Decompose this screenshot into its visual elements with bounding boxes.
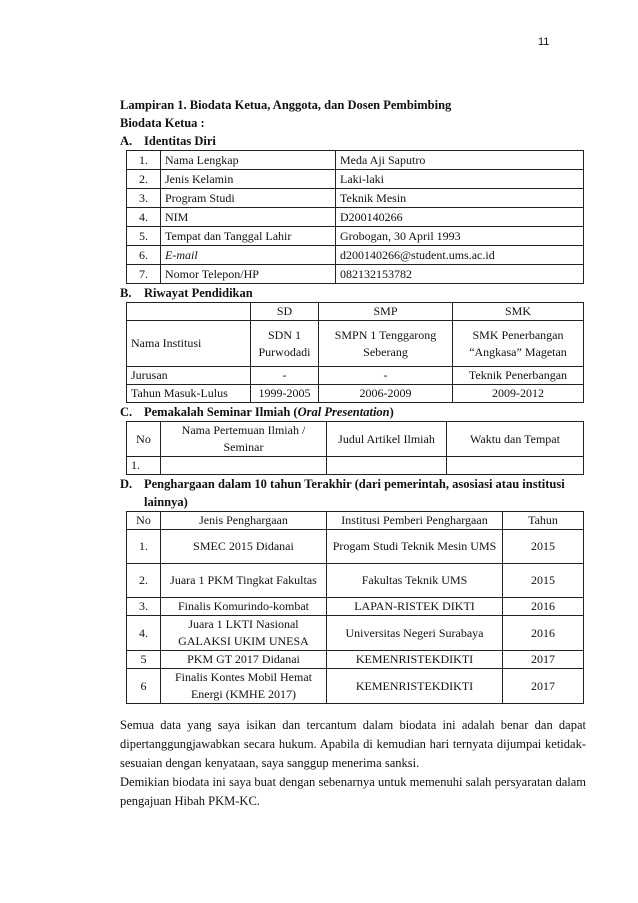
field-value: Laki-laki bbox=[336, 170, 584, 189]
award-no: 6 bbox=[127, 669, 161, 704]
table-row bbox=[127, 530, 584, 564]
award-year: 2015 bbox=[503, 564, 584, 598]
header-cell: SD bbox=[251, 303, 319, 321]
section-c-heading bbox=[120, 403, 586, 421]
table-row bbox=[127, 246, 584, 265]
section-label: D. bbox=[120, 477, 133, 491]
table-row bbox=[127, 170, 584, 189]
table-cell: 2006-2009 bbox=[319, 385, 453, 403]
table-row bbox=[127, 457, 584, 475]
table-cell: 1999-2005 bbox=[251, 385, 319, 403]
header-cell: No bbox=[127, 422, 161, 457]
section-title: Pemakalah Seminar Ilmiah (Oral Presentation) bbox=[144, 405, 394, 419]
table-row bbox=[127, 265, 584, 284]
field-value: Grobogan, 30 April 1993 bbox=[336, 227, 584, 246]
award-no: 2. bbox=[127, 564, 161, 598]
header-cell: Nama Pertemuan Ilmiah / Seminar bbox=[161, 422, 327, 457]
field-value: 082132153782 bbox=[336, 265, 584, 284]
award-no: 3. bbox=[127, 598, 161, 616]
document-title: Lampiran 1. Biodata Ketua, Anggota, dan Dosen Pembimbing bbox=[120, 98, 452, 112]
header-cell: SMP bbox=[319, 303, 453, 321]
row-label: Jurusan bbox=[127, 367, 251, 385]
field-label: Tempat dan Tanggal Lahir bbox=[161, 227, 336, 246]
header-cell-empty bbox=[127, 303, 251, 321]
award-inst: Universitas Negeri Surabaya bbox=[327, 616, 503, 651]
section-label: B. bbox=[120, 286, 132, 300]
header-cell: SMK bbox=[453, 303, 584, 321]
table-row bbox=[127, 151, 584, 170]
field-label: E-mail bbox=[161, 246, 336, 265]
table-row bbox=[127, 598, 584, 616]
table-cell: SMPN 1 Tenggarong Seberang bbox=[319, 321, 453, 367]
row-label: Tahun Masuk-Lulus bbox=[127, 385, 251, 403]
section-a-heading bbox=[120, 132, 586, 150]
award-year: 2016 bbox=[503, 616, 584, 651]
award-award: Finalis Komurindo-kombat bbox=[161, 598, 327, 616]
header-cell: Institusi Pemberi Penghargaan bbox=[327, 512, 503, 530]
table-cell: SDN 1 Purwodadi bbox=[251, 321, 319, 367]
header-cell: Tahun bbox=[503, 512, 584, 530]
award-no: 5 bbox=[127, 651, 161, 669]
field-value: D200140266 bbox=[336, 208, 584, 227]
field-label: Nomor Telepon/HP bbox=[161, 265, 336, 284]
field-label: Program Studi bbox=[161, 189, 336, 208]
header-cell: No bbox=[127, 512, 161, 530]
table-row bbox=[127, 564, 584, 598]
table-cell: Teknik Penerbangan bbox=[453, 367, 584, 385]
document-body bbox=[120, 96, 586, 811]
section-label: A. bbox=[120, 134, 133, 148]
section-b-heading bbox=[120, 284, 586, 302]
table-row bbox=[127, 385, 584, 403]
row-number: 6. bbox=[127, 246, 161, 265]
row-number: 1. bbox=[127, 151, 161, 170]
header-cell: Jenis Penghargaan bbox=[161, 512, 327, 530]
field-label: Nama Lengkap bbox=[161, 151, 336, 170]
education-table bbox=[126, 302, 584, 403]
table-row bbox=[127, 321, 584, 367]
row-number: 2. bbox=[127, 170, 161, 189]
statement bbox=[120, 716, 586, 811]
table-row bbox=[127, 208, 584, 227]
section-title: Riwayat Pendidikan bbox=[144, 286, 253, 300]
award-inst: Fakultas Teknik UMS bbox=[327, 564, 503, 598]
award-award: Finalis Kontes Mobil Hemat Energi (KMHE 2017) bbox=[161, 669, 327, 704]
field-label: Jenis Kelamin bbox=[161, 170, 336, 189]
field-value: d200140266@student.ums.ac.id bbox=[336, 246, 584, 265]
award-inst: KEMENRISTEKDIKTI bbox=[327, 669, 503, 704]
table-row bbox=[127, 367, 584, 385]
row-number: 3. bbox=[127, 189, 161, 208]
table-row bbox=[127, 651, 584, 669]
table-row bbox=[127, 189, 584, 208]
table-row bbox=[127, 227, 584, 246]
statement-paragraph: Demikian biodata ini saya buat dengan sebenarnya untuk memenuhi salah persyaratan dalam pengajuan Hibah PKM-KC. bbox=[120, 775, 586, 808]
award-award: Juara 1 LKTI Nasional GALAKSI UKIM UNESA bbox=[161, 616, 327, 651]
award-inst: LAPAN-RISTEK DIKTI bbox=[327, 598, 503, 616]
award-no: 1. bbox=[127, 530, 161, 564]
statement-paragraph: Semua data yang saya isikan dan tercantum dalam biodata ini adalah benar dan dapat dipertanggungjawabkan secara hukum. Apabila di kemudian hari ternyata dijumpai ketidak-sesuaian dengan kenyataan, saya sanggup menerima sanksi. bbox=[120, 718, 586, 770]
table-cell bbox=[447, 457, 584, 475]
award-year: 2015 bbox=[503, 530, 584, 564]
award-year: 2017 bbox=[503, 651, 584, 669]
table-cell bbox=[327, 457, 447, 475]
table-cell: 2009-2012 bbox=[453, 385, 584, 403]
row-number: 7. bbox=[127, 265, 161, 284]
award-award: PKM GT 2017 Didanai bbox=[161, 651, 327, 669]
awards-table bbox=[126, 511, 584, 704]
award-award: SMEC 2015 Didanai bbox=[161, 530, 327, 564]
table-cell: SMK Penerbangan “Angkasa” Magetan bbox=[453, 321, 584, 367]
table-cell: - bbox=[319, 367, 453, 385]
section-title: Identitas Diri bbox=[144, 134, 216, 148]
table-row bbox=[127, 669, 584, 704]
award-no: 4. bbox=[127, 616, 161, 651]
section-d-heading bbox=[120, 475, 586, 511]
section-label: C. bbox=[120, 405, 133, 419]
field-label: NIM bbox=[161, 208, 336, 227]
row-number: 5. bbox=[127, 227, 161, 246]
award-year: 2016 bbox=[503, 598, 584, 616]
table-cell: 1. bbox=[127, 457, 161, 475]
section-title: Penghargaan dalam 10 tahun Terakhir (dari pemerintah, asosiasi atau institusi lainnya) bbox=[144, 477, 565, 509]
table-cell bbox=[161, 457, 327, 475]
header-cell: Waktu dan Tempat bbox=[447, 422, 584, 457]
table-cell: - bbox=[251, 367, 319, 385]
award-inst: KEMENRISTEKDIKTI bbox=[327, 651, 503, 669]
award-award: Juara 1 PKM Tingkat Fakultas bbox=[161, 564, 327, 598]
row-number: 4. bbox=[127, 208, 161, 227]
row-label: Nama Institusi bbox=[127, 321, 251, 367]
page-number: 11 bbox=[538, 36, 550, 48]
identity-table bbox=[126, 150, 584, 284]
field-value: Teknik Mesin bbox=[336, 189, 584, 208]
award-inst: Progam Studi Teknik Mesin UMS bbox=[327, 530, 503, 564]
header-cell: Judul Artikel Ilmiah bbox=[327, 422, 447, 457]
award-year: 2017 bbox=[503, 669, 584, 704]
seminar-table bbox=[126, 421, 584, 475]
table-row bbox=[127, 616, 584, 651]
field-value: Meda Aji Saputro bbox=[336, 151, 584, 170]
document-subtitle: Biodata Ketua : bbox=[120, 116, 205, 130]
